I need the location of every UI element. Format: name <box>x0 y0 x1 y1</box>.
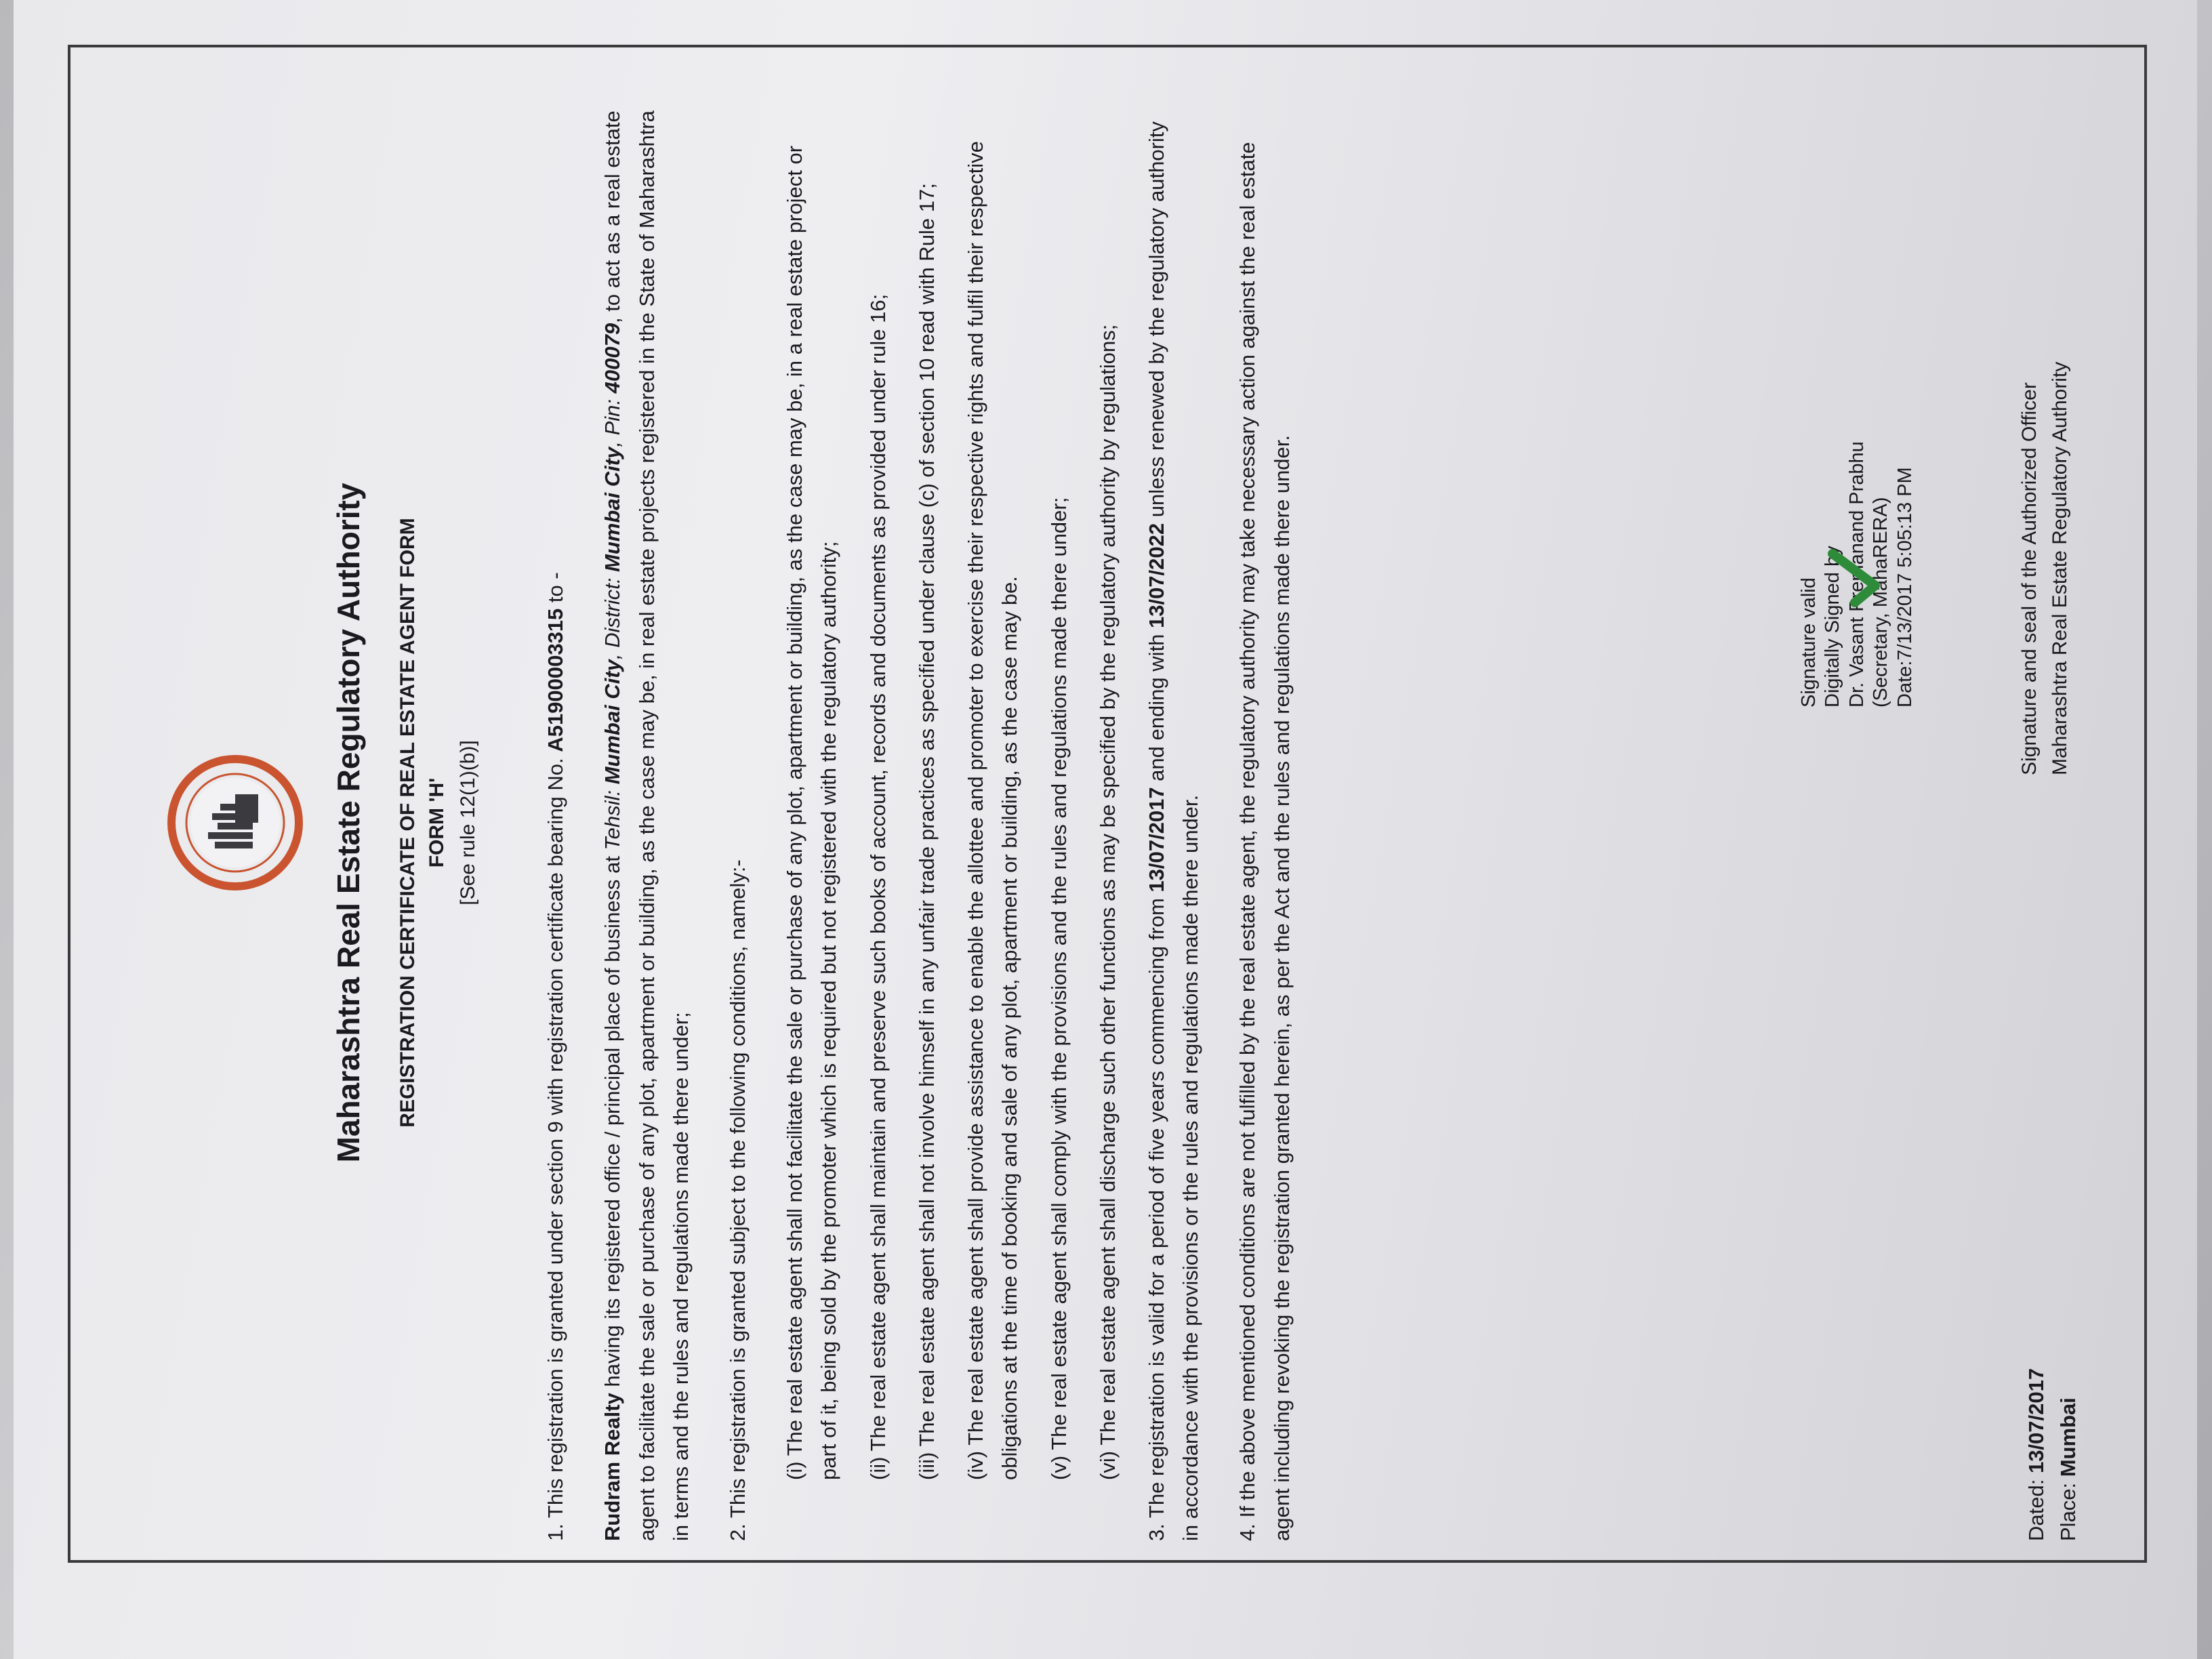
validity-start: 13/07/2017 <box>1144 787 1168 893</box>
paragraph-1: 1. This registration is granted under section 9 with registration certificate bearing No. A51900003315 to - <box>544 572 568 1541</box>
signature-line: (Secretary, MahaRERA) <box>1870 497 1892 708</box>
authority-title: Maharashtra Real Estate Regulatory Authority <box>331 483 366 1163</box>
tehsil-value: Mumbai City <box>600 659 625 785</box>
logo-area <box>167 104 310 1541</box>
paper-sheet <box>14 0 2197 1659</box>
condition-item: (v) The real estate agent shall comply with the provisions and the rules and regulations made there under; <box>1046 497 1071 1480</box>
conditions-list <box>778 104 1125 1541</box>
paragraph-3: 3. The registration is valid for a period of five years commencing from 13/07/2017 and ending with 13/07/2022 unless renewed by the regulatory authority in accordance with the provisions or the rules and regulations made there under. <box>1144 121 1203 1541</box>
signature-line: Dr. Vasant Premanand Prabhu <box>1845 441 1868 708</box>
agent-name: Rudram Realty <box>600 1393 625 1541</box>
pin-value: 400079 <box>600 323 625 394</box>
certificate-subtitle: REGISTRATION CERTIFICATE OF REAL ESTATE AGENT FORM <box>396 518 419 1128</box>
digital-signature <box>1797 301 1917 708</box>
certificate-page <box>103 50 2136 1609</box>
condition-item: (iv) The real estate agent shall provide assistance to enable the allottee and promoter to exercise their respective rights and fulfil their respective obligations at the time of booking and sale of any plot, apartment or building, as the case may be. <box>964 141 1022 1480</box>
place-value: Mumbai <box>2055 1397 2080 1477</box>
agent-paragraph: Rudram Realty having its registered office / principal place of business at Tehsil: Mumbai City, District: Mumbai City, Pin: 400079, to act as a real estate agent to facilitate the sale or purchase of any plot, apartment or building, as the case may be, in real estate projects registered in the State of Maharashtra in terms and the rules and regulations made there under; <box>600 110 693 1541</box>
signature-line: Digitally Signed by <box>1822 546 1844 708</box>
paragraph-4: 4. If the above mentioned conditions are not fulfilled by the real estate agent, the regulatory authority may take necessary action against the real estate agent including revoking the registration granted herein, as per the Act and the rules and regulations made there under. <box>1235 142 1294 1541</box>
checkmark-icon <box>1824 548 1885 609</box>
officer-line: Maharashtra Real Estate Regulatory Authority <box>2049 361 2071 775</box>
authorized-officer <box>2014 165 2075 775</box>
validity-end: 13/07/2022 <box>1144 523 1168 629</box>
condition-item: (iii) The real estate agent shall not involve himself in any unfair trade practices as specified under clause (c) of section 10 read with Rule 17; <box>914 183 939 1480</box>
signature-line: Signature valid <box>1798 577 1820 708</box>
condition-item: (vi) The real estate agent shall discharge such other functions as may be specified by the regulatory authority by regulations; <box>1095 324 1120 1480</box>
paragraph-2: 2. This registration is granted subject to the following conditions, namely:- <box>725 859 750 1541</box>
maharera-seal-logo <box>167 755 303 890</box>
date-place <box>2021 1368 2084 1541</box>
condition-item: (i) The real estate agent shall not facilitate the sale or purchase of any plot, apartment or building, as the case may be, in a real estate project or part of it, being sold by the promoter which is required but not registered with the regulatory authority; <box>783 145 841 1480</box>
officer-line: Signature and seal of the Authorized Officer <box>2018 382 2041 775</box>
dated-line: Dated: 13/07/2017 <box>2024 1368 2048 1541</box>
registration-number: A51900003315 <box>544 608 568 752</box>
place-line: Place: Mumbai <box>2055 1397 2080 1541</box>
rule-reference: [See rule 12(1)(b)] <box>456 740 479 905</box>
district-value: Mumbai City <box>600 447 625 572</box>
condition-item: (ii) The real estate agent shall maintain and preserve such books of account, records and documents as provided under rule 16; <box>865 293 890 1480</box>
dated-value: 13/07/2017 <box>2024 1368 2048 1474</box>
signature-line: Date:7/13/2017 5:05:13 PM <box>1893 467 1916 708</box>
form-label: FORM 'H' <box>426 777 449 868</box>
